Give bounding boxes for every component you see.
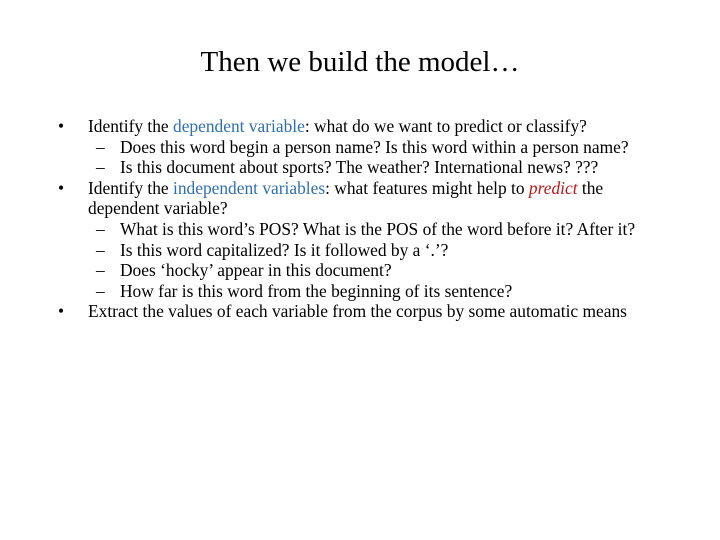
bullet-text: Extract the values of each variable from the corpus by some automatic means: [88, 301, 627, 322]
slide-title: Then we build the model…: [200, 46, 520, 78]
dash-marker: –: [96, 218, 105, 239]
bullet-dependent-variable: [56, 116, 666, 137]
subitem-text: How far is this word from the beginning of its sentence?: [120, 280, 513, 301]
dash-marker: –: [96, 280, 105, 301]
subitem-capitalized: [56, 240, 666, 261]
subitem-text: Does this word begin a person name? Is this word within a person name?: [120, 136, 629, 157]
bullet-text-post: : what do we want to predict or classify?: [304, 116, 587, 136]
dash-marker: –: [96, 239, 105, 260]
bullet-extract-values: [56, 301, 666, 322]
bullet-marker: •: [58, 301, 65, 322]
subitem-text: What is this word’s POS? What is the POS of the word before it? After it?: [120, 218, 636, 239]
slide-body: [56, 116, 666, 322]
dash-marker: –: [96, 260, 105, 281]
bullet-text-pre: Identify the: [88, 177, 173, 198]
bullet-text-post: the dependent variable?: [88, 177, 604, 219]
subitem-text: Does ‘hocky’ appear in this document?: [120, 260, 392, 281]
bullet-text-pre: Identify the: [88, 116, 173, 136]
subitem-text: Is this word capitalized? Is it followed by a ‘.’?: [120, 239, 449, 260]
subitem-document-topic: [56, 157, 666, 178]
predict-emphasis: predict: [528, 177, 578, 198]
bullet-text-mid: : what features might help to: [325, 177, 529, 198]
subitem-person-name: [56, 137, 666, 158]
subitem-text: Is this document about sports? The weather? International news? ???: [120, 157, 599, 178]
bullet-marker: •: [58, 116, 65, 136]
bullet-marker: •: [58, 177, 65, 198]
subitem-hocky: [56, 260, 666, 281]
subitem-distance: [56, 281, 666, 302]
bullet-independent-variables: [56, 178, 666, 219]
subitem-pos: [56, 219, 666, 240]
independent-variables-term: independent variables: [173, 177, 326, 198]
dependent-variable-term: dependent variable: [173, 116, 305, 136]
dash-marker: –: [96, 157, 105, 178]
dash-marker: –: [96, 136, 105, 157]
